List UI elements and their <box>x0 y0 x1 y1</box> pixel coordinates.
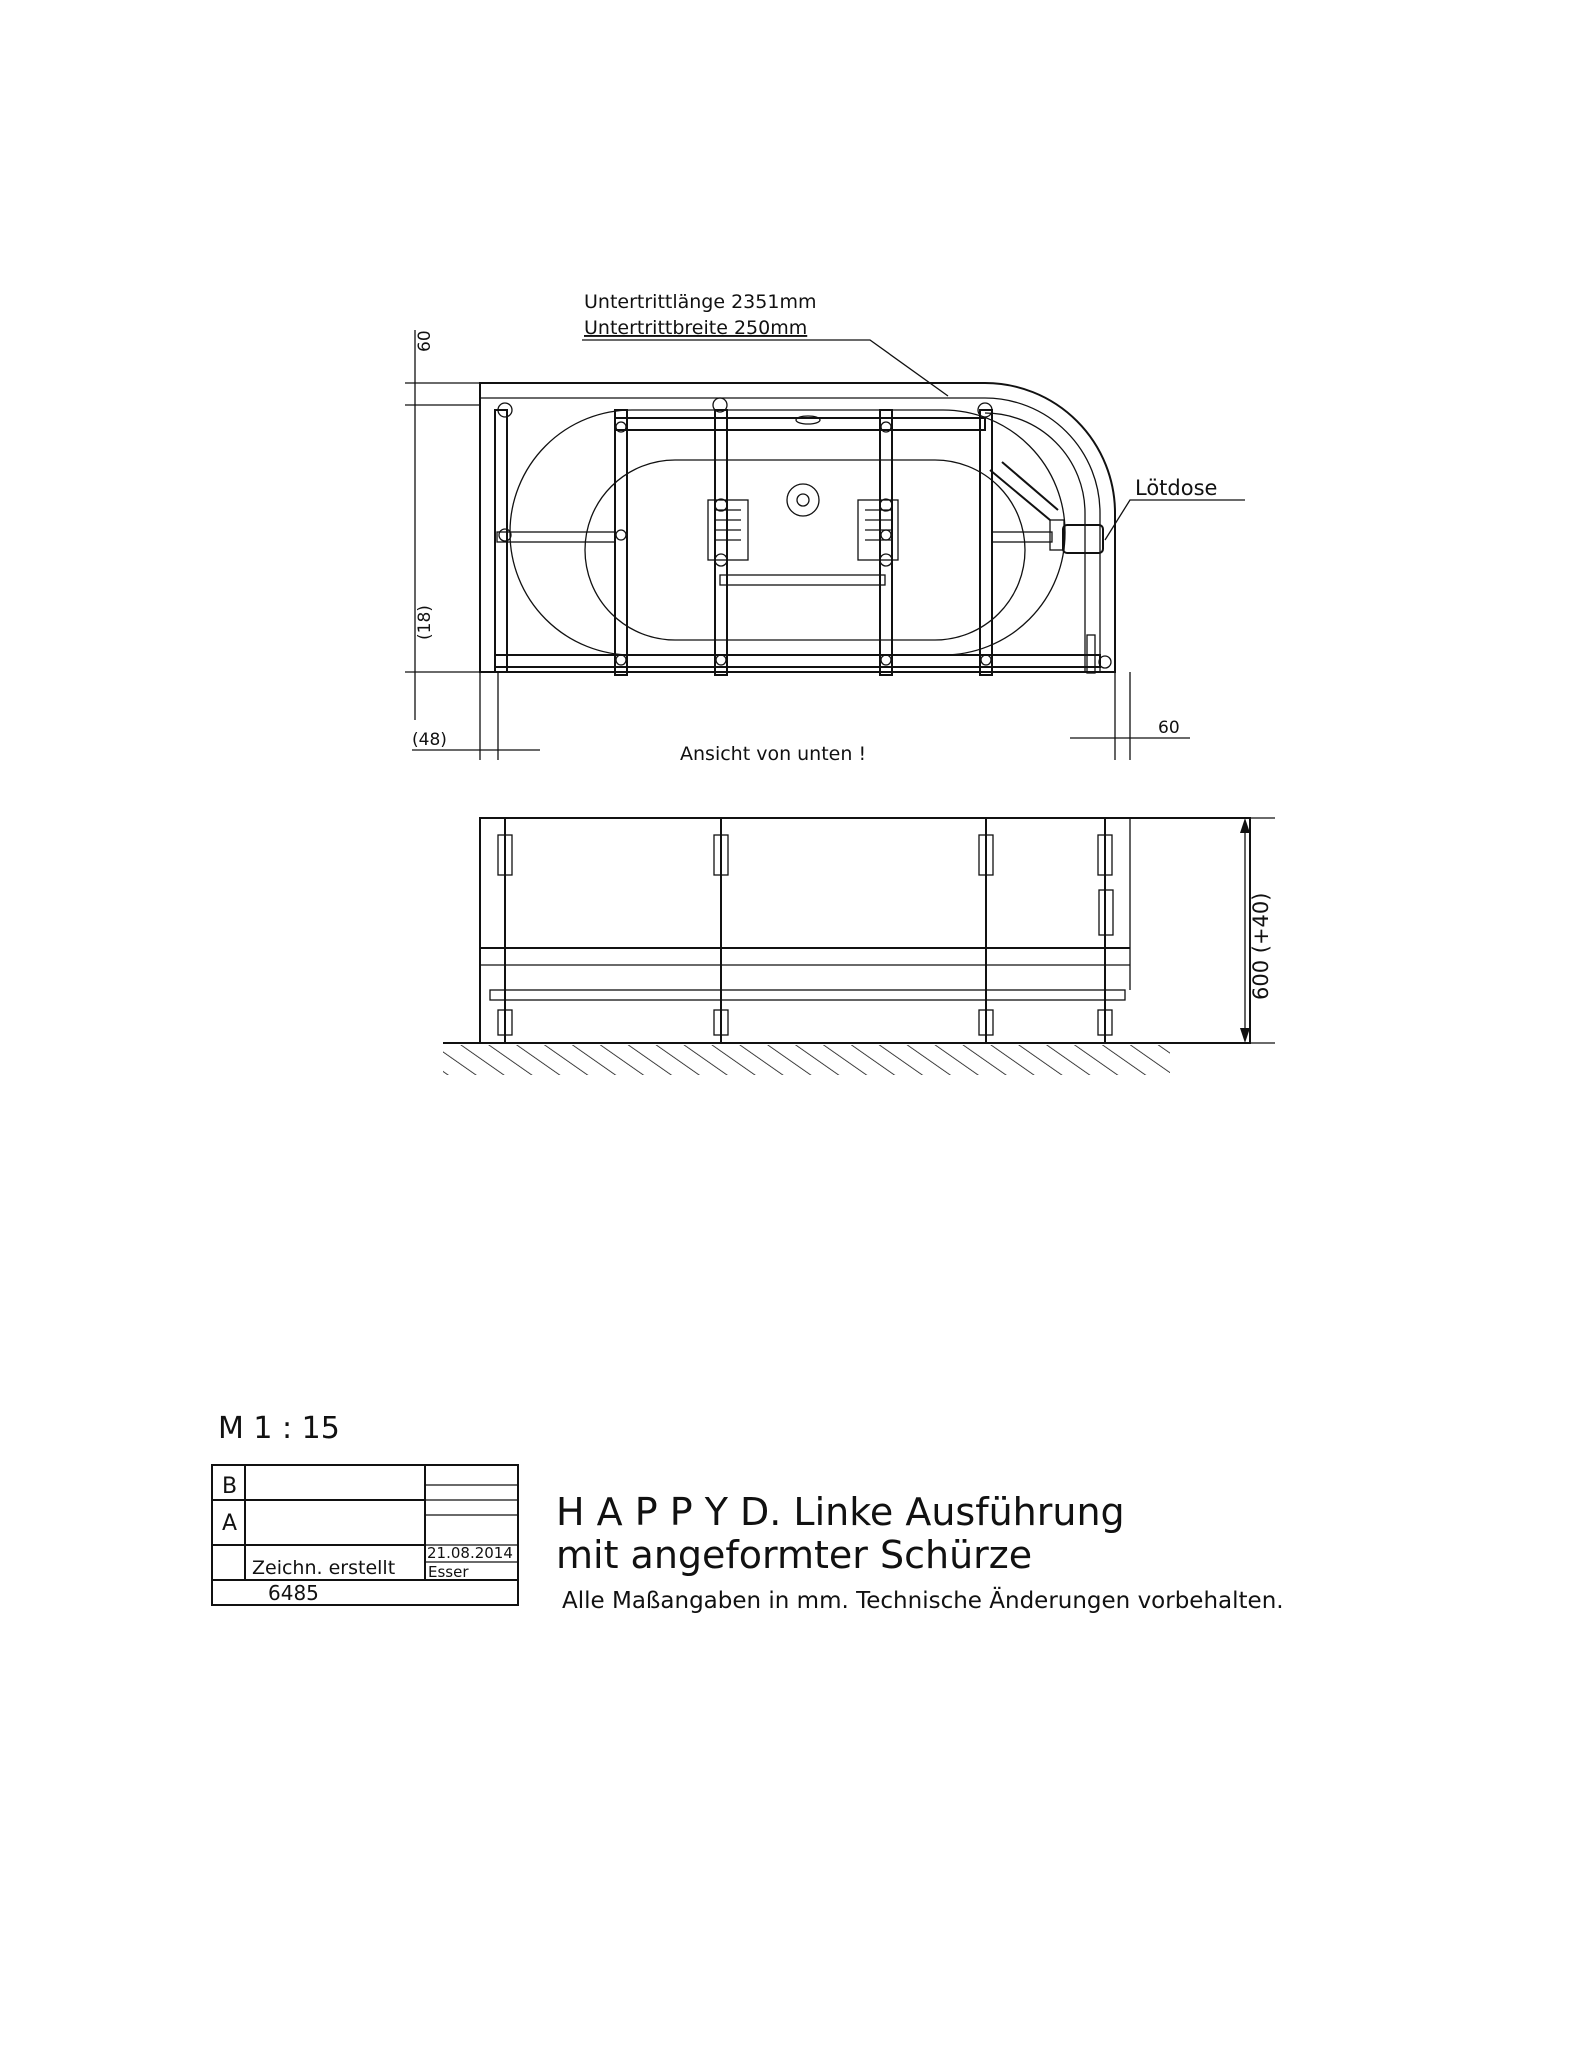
side-apron <box>480 818 1250 1043</box>
support-legs <box>505 818 1105 1043</box>
side-view <box>443 818 1275 1075</box>
drain <box>787 484 819 516</box>
dim-mid-left: (18) <box>415 605 435 640</box>
dim-top-left: 60 <box>415 330 435 352</box>
dim-bottom-right: 60 <box>1158 718 1180 738</box>
scale-label: M 1 : 15 <box>218 1411 340 1446</box>
tread-width-label: Untertrittbreite 250mm <box>584 317 808 339</box>
floor-hatching <box>443 1045 1170 1075</box>
author: Esser <box>428 1563 469 1581</box>
created-label: Zeichn. erstellt <box>252 1557 396 1579</box>
title-line-1: H A P P Y D. Linke Ausführung <box>556 1490 1125 1534</box>
frame-rail-top <box>615 418 985 430</box>
junction-box <box>1063 525 1103 553</box>
rev-b: B <box>222 1474 238 1499</box>
junction-box-label: Lötdose <box>1135 476 1218 500</box>
disclaimer-note: Alle Maßangaben in mm. Technische Änderungen vorbehalten. <box>562 1588 1284 1614</box>
tread-length-label: Untertrittlänge 2351mm <box>584 291 817 313</box>
dim-height: 600 (+40) <box>1249 892 1273 1000</box>
title-block <box>212 1411 1284 1614</box>
basin-inner <box>585 460 1025 640</box>
view-note: Ansicht von unten ! <box>680 743 867 765</box>
drawing-number: 6485 <box>268 1581 319 1605</box>
top-view <box>405 291 1245 765</box>
dimension-lines <box>405 330 1190 760</box>
rev-a: A <box>222 1511 238 1536</box>
frame-rail-bottom <box>495 655 1100 667</box>
title-line-2: mit angeformter Schürze <box>556 1533 1033 1577</box>
dim-bottom-left: (48) <box>412 730 447 750</box>
date: 21.08.2014 <box>427 1544 513 1562</box>
